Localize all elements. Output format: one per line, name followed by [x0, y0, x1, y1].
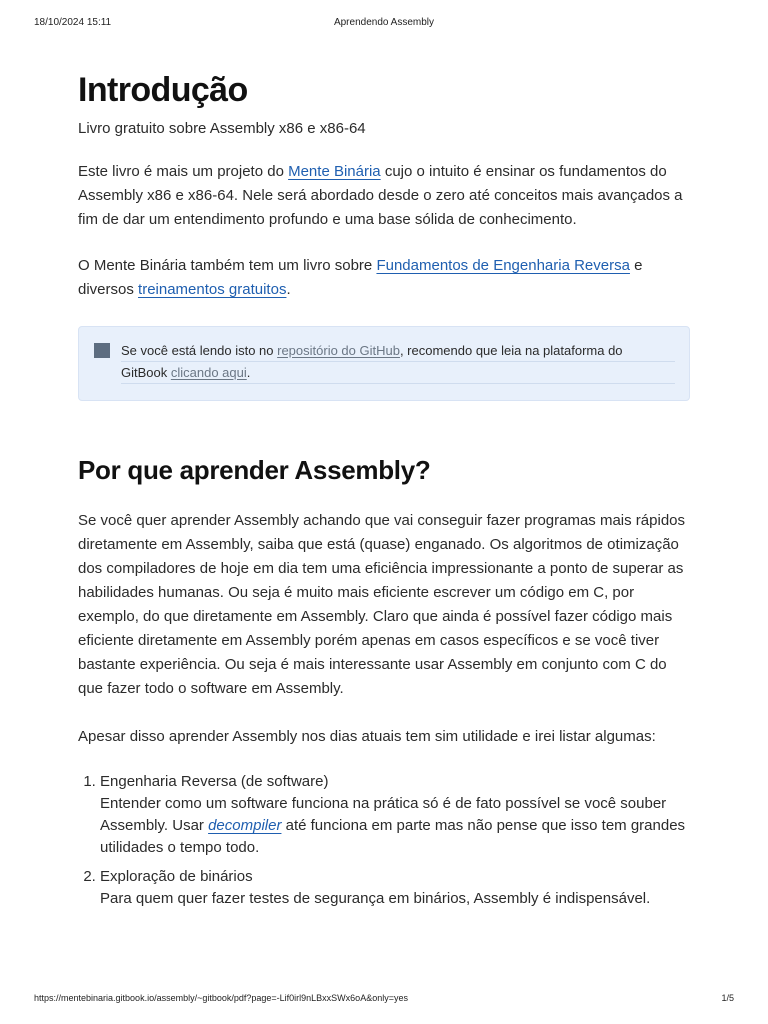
hint-text-2: , recomendo que leia na plataforma do — [399, 343, 623, 358]
hint-text — [121, 340, 675, 384]
gitbook-link[interactable]: clicando aqui — [170, 365, 247, 380]
list-item — [100, 771, 690, 859]
hint-line-1 — [121, 340, 675, 362]
hint-line-2 — [121, 362, 675, 384]
why-paragraph-2: Apesar disso aprender Assembly nos dias atuais tem sim utilidade e irei listar algumas: — [78, 728, 656, 745]
hint-box — [78, 326, 690, 401]
reasons-list — [78, 771, 690, 910]
hint-text-1: Se você está lendo isto no — [121, 343, 278, 358]
why-paragraph-1: Se você quer aprender Assembly achando que vai conseguir fazer programas mais rápidos diretamente em Assembly, saiba que está (quase) enganado. Os algoritmos de otimização dos compiladores de hoje em dia tem uma eficiência impressionante a ponto de superar as habilidades humanas. Ou seja é muito mais eficiente escrever um código em C, por exemplo, do que diretamente em Assembly. Claro que ainda é possível fazer código mais eficiente diretamente em Assembly porém apenas em casos específicos e se você tiver bastante experiência. Ou seja é mais interessante usar Assembly em conjunto com C do que fazer todo o software em Assembly. — [78, 512, 686, 697]
decompiler-link[interactable] — [208, 817, 281, 834]
list-item-desc — [100, 793, 690, 859]
treinamentos-link[interactable]: treinamentos gratuitos — [138, 281, 287, 298]
page-title: Introdução — [78, 71, 248, 109]
hint-text-4: . — [246, 365, 251, 380]
intro-text-2: cujo o intuito é ensinar os fundamentos do Assembly x86 e x86-64. Nele será abordado desde o zero até conceitos mais avançados a fim de dar um entendimento profundo e uma base sólida de conhecimento. — [78, 163, 683, 228]
print-url: https://mentebinaria.gitbook.io/assembly/~gitbook/pdf?page=-Lif0irl9nLBxxSWx6oA&only=yes — [34, 993, 408, 1003]
page-subtitle: Livro gratuito sobre Assembly x86 e x86-64 — [78, 120, 366, 137]
resources-text-2: e diversos — [78, 257, 643, 298]
hint-text-3: GitBook — [121, 365, 171, 380]
list-item-title: 2. Exploração de binários — [100, 868, 253, 885]
github-repo-link[interactable]: repositório do GitHub — [277, 343, 400, 358]
resources-text-1: O Mente Binária também tem um livro sobre — [78, 257, 377, 274]
section-heading: Por que aprender Assembly? — [78, 455, 431, 485]
mente-binaria-link[interactable]: Mente Binária — [288, 163, 381, 180]
intro-paragraph — [78, 160, 690, 232]
resources-paragraph — [78, 254, 690, 302]
page-content — [78, 68, 690, 917]
list-item — [100, 866, 690, 910]
print-title: Aprendendo Assembly — [333, 17, 435, 28]
list-item-desc: Para quem quer fazer testes de segurança em binários, Assembly é indispensável. — [100, 890, 651, 907]
list-item-title: 1. Engenharia Reversa (de software) — [100, 773, 329, 790]
page-number: 1/5 — [721, 993, 734, 1003]
intro-text-1: Este livro é mais um projeto do — [78, 163, 289, 180]
list-item-desc-text-1: Entender como um software funciona na prática só é de fato possível se você souber Assembly. Usar — [100, 795, 667, 834]
engenharia-reversa-book-link[interactable]: Fundamentos de Engenharia Reversa — [376, 257, 630, 274]
print-datetime: 18/10/2024 15:11 — [34, 17, 112, 28]
resources-text-3: . — [286, 281, 291, 298]
list-item-desc-text-2: até funciona em parte mas não pense que isso tem grandes utilidades o tempo todo. — [100, 817, 686, 856]
info-square-icon — [94, 343, 110, 358]
decompiler-link-text: decompiler — [208, 817, 282, 834]
